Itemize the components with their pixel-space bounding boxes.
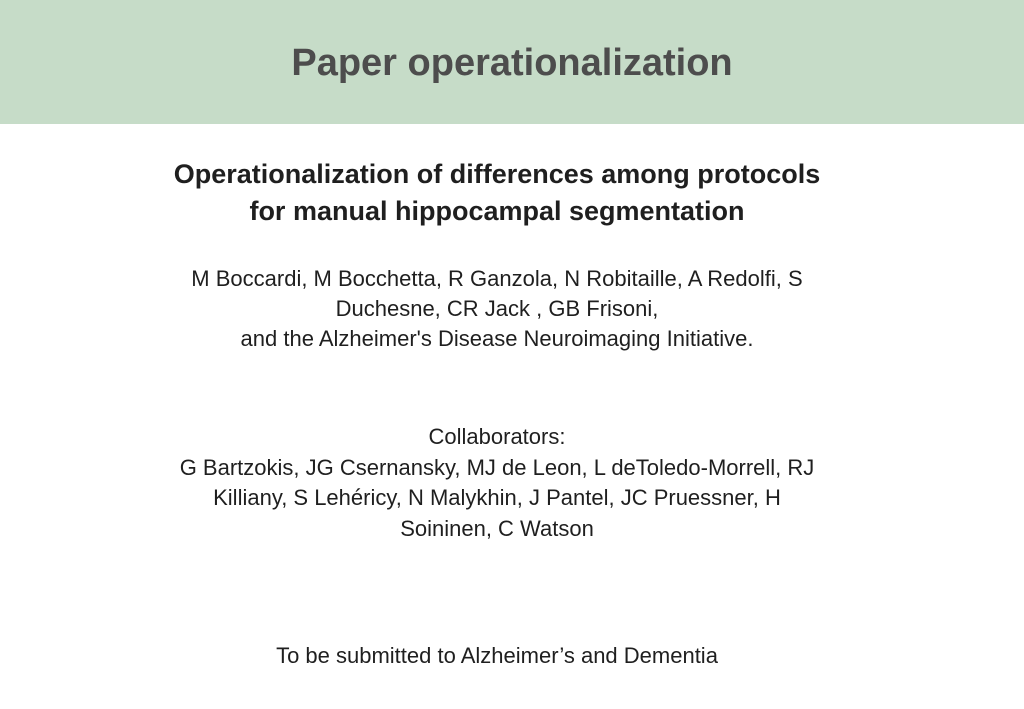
collaborator-line: Soininen, C Watson bbox=[400, 515, 594, 541]
author-list bbox=[110, 264, 884, 354]
author-line: Duchesne, CR Jack , GB Frisoni, bbox=[335, 296, 659, 321]
paper-title-line: Operationalization of differences among protocols bbox=[173, 159, 821, 189]
author-line: M Boccardi, M Bocchetta, R Ganzola, N Robitaille, A Redolfi, S bbox=[191, 266, 803, 291]
collaborator-line: G Bartzokis, JG Csernansky, MJ de Leon, L deToledo-Morrell, RJ bbox=[179, 454, 815, 480]
paper-title-line: for manual hippocampal segmentation bbox=[249, 196, 745, 226]
submission-note: To be submitted to Alzheimer’s and Dementia bbox=[276, 643, 718, 668]
collaborator-line: Killiany, S Lehéricy, N Malykhin, J Pantel, JC Pruessner, H bbox=[213, 485, 781, 510]
paper-title bbox=[100, 156, 894, 230]
collaborators-block bbox=[100, 422, 894, 544]
author-line: and the Alzheimer's Disease Neuroimaging Initiative. bbox=[240, 326, 754, 351]
slide-title: Paper operationalization bbox=[291, 42, 733, 84]
collaborators-heading: Collaborators: bbox=[428, 424, 566, 449]
